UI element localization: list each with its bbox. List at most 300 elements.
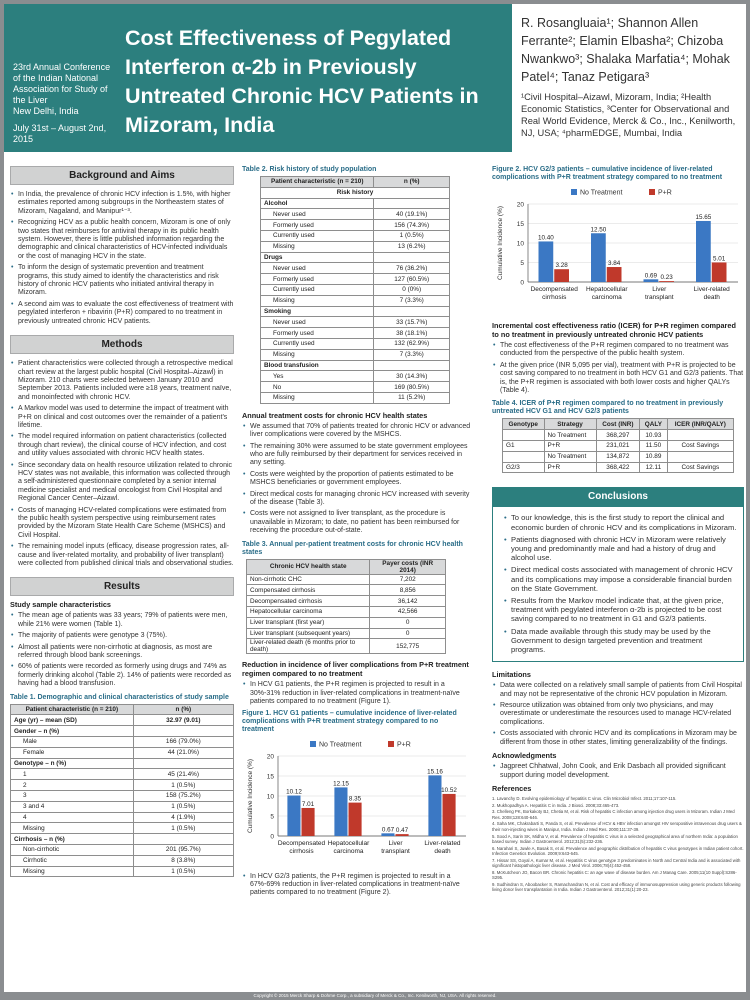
table-cell: 7 (3.3%)	[374, 349, 450, 360]
bar	[428, 775, 441, 836]
table-row	[261, 209, 450, 220]
figure2-chart	[492, 184, 744, 312]
table-section-label: Risk history	[261, 187, 450, 198]
table-cell: 44 (21.0%)	[133, 747, 233, 758]
x-tick-label: Hepatocellular	[585, 286, 628, 293]
table-cell: Compensated cirrhosis	[247, 585, 370, 596]
table-cell: 1 (0.5%)	[133, 801, 233, 812]
bar	[349, 802, 362, 835]
data-label: 8.35	[348, 795, 362, 803]
column-2	[242, 166, 472, 901]
table-cell: 1 (0.5%)	[133, 866, 233, 877]
table-cell: 132 (62.9%)	[374, 338, 450, 349]
table-cell	[374, 306, 450, 317]
table-cell: Never used	[261, 317, 374, 328]
table-cell: No	[261, 382, 374, 393]
table-cell: 33 (15.7%)	[374, 317, 450, 328]
x-tick-label: Liver	[388, 839, 403, 847]
table-cell: No Treatment	[544, 430, 596, 441]
table-cell: 0 (0%)	[374, 284, 450, 295]
background-list	[10, 191, 234, 326]
reduction-list	[242, 681, 472, 706]
results-list	[10, 612, 234, 688]
data-label: 15.65	[695, 213, 712, 221]
table-row	[261, 328, 450, 339]
poster	[4, 4, 746, 992]
table-row	[261, 241, 450, 252]
column-1	[10, 166, 234, 877]
bar	[287, 795, 300, 835]
table3	[246, 559, 446, 655]
table-cell: 3	[11, 791, 134, 802]
conclusion-item: • Data made available through this study may be used by the Government to design targeted prevention and treatment programs.	[503, 627, 737, 655]
table-row	[11, 758, 234, 769]
table-cell	[374, 252, 450, 263]
methods-item: • Costs of managing HCV-related complications were estimated from the public health system perspective using reimbursement rates provided by the Mizoram State Health Care Scheme (MSHCS) and Civil Hospital.	[10, 507, 234, 541]
table-row	[261, 306, 450, 317]
table-header: QALY	[640, 419, 668, 430]
table-cell: Currently used	[261, 284, 374, 295]
data-label: 5.01	[712, 255, 726, 263]
table-cell: Never used	[261, 263, 374, 274]
x-tick-label: Liver	[652, 286, 667, 293]
table-row	[261, 274, 450, 285]
table-cell: Alcohol	[261, 198, 374, 209]
legend-label: P+R	[658, 189, 672, 197]
table-cell: 0	[370, 628, 446, 639]
data-label: 0.67	[381, 825, 395, 833]
figure2-caption: Figure 2. HCV G2/3 patients – cumulative incidence of liver-related complications with P+R treatment strategy compared to no treatment	[492, 166, 723, 181]
table4	[502, 418, 734, 473]
data-label: 3.28	[555, 262, 568, 270]
bar	[334, 787, 347, 836]
y-tick-label: 10	[516, 240, 524, 248]
bar	[381, 833, 394, 836]
conference-line: of the Indian National	[13, 73, 99, 83]
x-tick-label: transplant	[381, 847, 410, 855]
table-cell: 169 (80.5%)	[374, 382, 450, 393]
limitation-item: • Data were collected on a relatively small sample of patients from Civil Hospital and may not be representative of the chronic HCV population in Mizoram.	[492, 682, 744, 699]
bar	[659, 281, 674, 282]
poster-title: Cost Effectiveness of Pegylated Interferon α-2b in Previously Untreated Chronic HCV Patients in Mizoram, India	[125, 26, 479, 137]
table-cell: Female	[11, 747, 134, 758]
authors-block	[512, 4, 746, 152]
table-header: n (%)	[374, 177, 450, 188]
table-cell: P+R	[544, 462, 596, 473]
table-cell: Smoking	[261, 306, 374, 317]
table-cell: 76 (36.2%)	[374, 263, 450, 274]
table-header: Patient characteristic (n = 210)	[261, 177, 374, 188]
y-tick-label: 0	[270, 833, 274, 841]
bar	[712, 262, 727, 282]
table3-caption: Table 3. Annual per-patient treatment costs for chronic HCV health states	[242, 540, 463, 556]
table-cell: 368,422	[596, 462, 640, 473]
table-cell: 4 (1.9%)	[133, 812, 233, 823]
table-cell: 1 (0.5%)	[374, 230, 450, 241]
data-label: 0.23	[660, 274, 673, 282]
table-cell: Missing	[261, 392, 374, 403]
table-row	[11, 845, 234, 856]
table-cell: P+R	[544, 441, 596, 452]
table-cell: Age (yr) – mean (SD)	[11, 715, 134, 726]
icer-item: • At the given price (INR 5,095 per vial), treatment with P+R is projected to be cost saving compared to no treatment in both HCV G1 and G2/3 patients. That is, the P+R regimen is associated with both lower costs and higher QALYs (Table 4).	[492, 362, 744, 396]
y-tick-label: 15	[516, 221, 524, 228]
table-cell: 1 (0.5%)	[133, 823, 233, 834]
table-cell: 127 (60.5%)	[374, 274, 450, 285]
table-cell	[374, 360, 450, 371]
table-cell: Cirrhotic	[11, 855, 134, 866]
bar	[591, 233, 606, 282]
table-cell: 3 and 4	[11, 801, 134, 812]
x-tick-label: Liver-related	[424, 839, 461, 847]
methods-item: • A Markov model was used to determine the impact of treatment with P+R on clinical and cost outcomes over the remainder of a patient's lifetime.	[10, 405, 234, 430]
table-row	[261, 392, 450, 403]
table-cell: Liver-related death (6 months prior to death)	[247, 639, 370, 654]
annual-costs-item: • The remaining 30% were assumed to be state government employees who are fully reimbursed by their department for services received in any setting.	[242, 443, 472, 468]
table-row	[11, 866, 234, 877]
table1-caption: Table 1. Demographic and clinical characteristics of study sample	[10, 693, 229, 701]
x-tick-label: Decompensated	[530, 286, 578, 293]
conclusion-item: • To our knowledge, this is the first study to report the clinical and economic burden of chronic HCV and its complications in Mizoram.	[503, 513, 737, 531]
reference-item: 5. Sood A, Sarin SK, Midha V, et al. Prevalence of hepatitis C virus in a selected geographical area of northern India: a population based survey. Indian J Gastroenterol. 2012;31(5):232-236.	[492, 833, 738, 844]
background-item: • In India, the prevalence of chronic HCV infection is 1.5%, with higher estimates reported among subgroups in the Northeastern states of Mizoram, Nagaland, and Manipur¹⁻³.	[10, 191, 234, 216]
results-item: • The majority of patients were genotype 3 (75%).	[10, 632, 234, 640]
table-row	[247, 574, 446, 585]
table-cell: 1 (0.5%)	[133, 780, 233, 791]
bar	[644, 279, 659, 282]
conclusions-heading: Conclusions	[492, 487, 744, 506]
table-cell	[374, 198, 450, 209]
table4-caption: Table 4. ICER of P+R regimen compared to no treatment in previously untreated HCV G1 and HCV G2/3 patients	[492, 400, 724, 416]
table-row	[261, 338, 450, 349]
conclusions-box	[492, 506, 744, 662]
table-row	[261, 220, 450, 231]
table-cell: 2	[11, 780, 134, 791]
legend-label: P+R	[397, 741, 411, 749]
table-cell: Formerly used	[261, 274, 374, 285]
table-cell: 13 (6.2%)	[374, 241, 450, 252]
table-cell: 38 (18.1%)	[374, 328, 450, 339]
table-cell: Missing	[11, 823, 134, 834]
table-cell: Cost Savings	[667, 441, 733, 452]
y-tick-label: 0	[520, 279, 524, 287]
table-cell: Non-cirrhotic	[11, 845, 134, 856]
conclusion-item: • Direct medical costs associated with management of chronic HCV and its complications may impose a considerable financial burden on the State Government.	[503, 565, 737, 593]
table-cell: Cirrhosis – n (%)	[11, 834, 134, 845]
results-item: • 60% of patients were recorded as formerly using drugs and 74% as formerly drinking alcohol (Table 2). 14% of patients were recorded as having had a blood transfusion.	[10, 663, 234, 688]
table-header: Cost (INR)	[596, 419, 640, 430]
table-cell: Never used	[261, 209, 374, 220]
table-row	[503, 441, 734, 452]
table-row	[11, 747, 234, 758]
table-cell	[503, 451, 545, 462]
table-header: Genotype	[503, 419, 545, 430]
reference-item: 6. Narahari S, Juwle A, Basak S, et al. Prevalence and geographic distribution of hepatitis C virus genotypes in Indian patient cohort. Infection Genetics Evolution. 2009;9:643-645.	[492, 845, 744, 857]
table-cell: 42,566	[370, 607, 446, 618]
table-row	[11, 737, 234, 748]
results-heading: Results	[10, 577, 234, 596]
methods-heading: Methods	[10, 335, 234, 354]
table-cell: Decompensated cirrhosis	[247, 596, 370, 607]
background-heading: Background and Aims	[10, 166, 234, 185]
table-row	[247, 585, 446, 596]
table-cell: 0	[370, 617, 446, 628]
conference-line: the Liver	[13, 95, 48, 105]
table-row	[247, 607, 446, 618]
table-cell: Liver transplant (subsequent years)	[247, 628, 370, 639]
table-row	[247, 596, 446, 607]
table-cell	[667, 430, 733, 441]
table-row	[11, 801, 234, 812]
annual-costs-item: • Direct medical costs for managing chronic HCV increased with severity of the disease (Table 3).	[242, 491, 472, 508]
table-header: n (%)	[133, 704, 233, 715]
reference-item: 7. Hissar SS, Goyal A, Kumar M, et al. Hepatitis C virus genotype 3 predominates in North and Central India and is associated with significant histopathologic liver disease. J Med Virol. 2006;78(4):452-458.	[492, 857, 741, 869]
table2	[260, 176, 450, 404]
table-row	[261, 317, 450, 328]
annual-costs-item: • We assumed that 70% of patients treated for chronic HCV or advanced liver complications were covered by the MSHCS.	[242, 423, 472, 440]
x-tick-label: cirrhosis	[289, 847, 314, 855]
background-item: • Recognizing HCV as a public health concern, Mizoram is one of only two states that reimburses for antiviral therapy in its public health system. However, there is little published information regarding the demographic and clinical characteristics of HCV-infected individuals or the cost of managing HCV in the state.	[10, 219, 234, 261]
table-row	[261, 198, 450, 209]
table-cell: 1	[11, 769, 134, 780]
table-row	[261, 295, 450, 306]
table-row	[247, 617, 446, 628]
g23-list	[242, 873, 472, 898]
annual-costs-list	[242, 423, 472, 536]
table-cell: 7 (3.3%)	[374, 295, 450, 306]
g23-item: • In HCV G2/3 patients, the P+R regimen is projected to result in a 67%-69% reduction in liver-related complications in treatment-naïve patients compared to no treatment (Figure 2).	[242, 873, 472, 898]
table-row	[11, 726, 234, 737]
table-cell	[667, 451, 733, 462]
table-row	[261, 252, 450, 263]
table-cell: G1	[503, 441, 545, 452]
limitations-heading: Limitations	[492, 670, 531, 680]
table-cell: Gender – n (%)	[11, 726, 134, 737]
conclusion-item: • Patients diagnosed with chronic HCV in Mizoram were relatively young and predominantly male and had a history of drug and alcohol use.	[503, 535, 737, 563]
icer-item: • The cost effectiveness of the P+R regimen compared to no treatment was conducted from the perspective of the public health system.	[492, 342, 744, 359]
methods-list	[10, 360, 234, 568]
conference-line: Association for Study of	[13, 84, 108, 94]
table-header: Chronic HCV health state	[247, 559, 370, 574]
bar	[396, 834, 409, 836]
table-cell: Hepatocellular carcinoma	[247, 607, 370, 618]
acknowledgments-heading: Acknowledgments	[492, 751, 557, 761]
data-label: 10.40	[537, 234, 554, 242]
bar	[554, 269, 569, 282]
data-label: 7.01	[301, 800, 315, 808]
results-item: • The mean age of patients was 33 years; 79% of patients were men, while 21% were women (Table 1).	[10, 612, 234, 629]
x-tick-label: Liver-related	[693, 286, 730, 293]
data-label: 12.50	[590, 226, 607, 234]
bar	[696, 221, 711, 282]
table-cell: 166 (79.0%)	[133, 737, 233, 748]
x-tick-label: death	[703, 294, 720, 301]
table-row	[261, 360, 450, 371]
table-row	[503, 451, 734, 462]
legend-label: No Treatment	[580, 189, 623, 197]
table-header: ICER (INR/QALY)	[667, 419, 733, 430]
y-tick-label: 20	[266, 753, 274, 761]
conference-info	[13, 62, 123, 145]
references-list	[492, 796, 744, 893]
table-row	[11, 812, 234, 823]
table-cell: 231,021	[596, 441, 640, 452]
data-label: 15.16	[427, 767, 443, 775]
table-cell: Cost Savings	[667, 462, 733, 473]
table-row	[503, 430, 734, 441]
data-label: 3.84	[607, 260, 621, 268]
table-cell: Missing	[11, 866, 134, 877]
table1	[10, 704, 234, 878]
reference-item: 1. Lavanchy D. Evolving epidemiology of hepatitis C virus. Clin Microbiol Infect. 2011;17:107-115.	[492, 795, 677, 801]
author-names: R. Rosangluaia¹; Shannon Allen Ferrante²; Elamin Elbasha²; Chizoba Nwankwo³; Shalaka Marfatia⁴; Mohak Patel⁴; Tanaz Petigara³	[521, 16, 730, 84]
reduction-heading: Reduction in incidence of liver complications from P+R treatment regimen compared to no treatment	[242, 660, 469, 679]
methods-item: • The remaining model inputs (efficacy, disease progression rates, all-cause and liver-related mortality, and probability of liver transplant) were collected from published clinical trials and observational studies.	[10, 543, 234, 568]
table-cell: Liver transplant (first year)	[247, 617, 370, 628]
table-header: Patient characteristic (n = 210)	[11, 704, 134, 715]
table-cell: Blood transfusion	[261, 360, 374, 371]
table-cell: 30 (14.3%)	[374, 371, 450, 382]
legend-swatch	[571, 189, 577, 195]
acknowledgments-list	[492, 763, 744, 780]
table-cell: 11 (5.2%)	[374, 392, 450, 403]
data-label: 10.12	[286, 788, 302, 796]
results-subheading: Study sample characteristics	[10, 600, 111, 610]
conference-line: New Delhi, India	[13, 106, 79, 116]
table-row	[261, 284, 450, 295]
table-cell: Formerly used	[261, 220, 374, 231]
table-cell: 8,856	[370, 585, 446, 596]
bar	[302, 808, 315, 836]
table-cell: 10.89	[640, 451, 668, 462]
table-cell: 12.11	[640, 462, 668, 473]
results-item: • Almost all patients were non-cirrhotic at diagnosis, as most are referred through blood bank screenings.	[10, 644, 234, 661]
figure1-chart	[242, 736, 472, 866]
table-header: Strategy	[544, 419, 596, 430]
column-3	[492, 166, 744, 894]
limitations-list	[492, 682, 744, 747]
table-cell: Missing	[261, 241, 374, 252]
legend-swatch	[388, 741, 394, 747]
x-tick-label: cirrhosis	[542, 294, 567, 301]
reference-item: 9. Sudhindran S, Aboobacker S, Ramachandran N, et al. Cost and efficacy of immunosuppression using generic products following living donor liver transplantation in India. Indian J Gastroenterol. 2012;31(1):20-23.	[492, 881, 741, 893]
affiliations: ¹Civil Hospital–Aizawl, Mizoram, India; ²Health Economic Statistics, ³Center for Observational and Real World Evidence, Merck & Co., Inc., Kenilworth, NJ, USA; ⁴pharmEDGE, Mumbai, India	[521, 92, 736, 138]
table-cell: 40 (19.1%)	[374, 209, 450, 220]
reference-item: 2. Mukhopadhya A. Hepatitis C in India. J Biosci. 2008;33:465-473.	[492, 802, 620, 808]
icer-list	[492, 342, 744, 395]
table-cell: 11.50	[640, 441, 668, 452]
table-cell: Male	[11, 737, 134, 748]
table-row	[11, 834, 234, 845]
table-cell: Drugs	[261, 252, 374, 263]
legend-label: No Treatment	[319, 741, 362, 749]
legend-swatch	[310, 741, 316, 747]
acknowledgment-item: • Jagpreet Chhatwal, John Cook, and Erik Dasbach all provided significant support during model development.	[492, 763, 744, 780]
x-tick-label: death	[434, 847, 451, 855]
table-cell: Missing	[261, 295, 374, 306]
table-cell: Currently used	[261, 338, 374, 349]
table-row	[261, 263, 450, 274]
table-row	[11, 855, 234, 866]
table-header: Payer costs (INR 2014)	[370, 559, 446, 574]
y-tick-label: 10	[266, 793, 274, 801]
table-cell: 8 (3.8%)	[133, 855, 233, 866]
annual-costs-item: • Costs were not assigned to liver transplant, as the procedure is unavailable in Mizoram; to date, no patient has been reimbursed for receiving the procedure out-of-state.	[242, 510, 472, 535]
bar	[539, 241, 554, 282]
table-cell: 134,872	[596, 451, 640, 462]
methods-item: • Patient characteristics were collected through a retrospective medical chart review at the largest public hospital (Civil Hospital–Aizawl) in Mizoram. 210 charts were selected between January 2010 and September 2013. Patients included were ≥18 years, treatment naïve, and monoinfected with chronic HCV.	[10, 360, 234, 402]
data-label: 12.15	[333, 780, 349, 788]
table2-caption: Table 2. Risk history of study population	[242, 166, 377, 173]
y-axis-label: Cumulative Incidence (%)	[497, 205, 504, 281]
annual-costs-item: • Costs were weighted by the proportion of patients estimated to be MSHCS beneficiaries or government employees.	[242, 471, 472, 488]
conference-dates: July 31st – August 2nd, 2015	[13, 123, 107, 144]
table-cell: G2/3	[503, 462, 545, 473]
conclusions-list	[503, 513, 737, 654]
table-cell: 10.93	[640, 430, 668, 441]
y-tick-label: 5	[270, 813, 274, 821]
icer-heading: Incremental cost effectiveness ratio (ICER) for P+R regimen compared to no treatment in previously untreated chronic HCV patients	[492, 321, 736, 339]
table-row	[503, 462, 734, 473]
table-cell: 158 (75.2%)	[133, 791, 233, 802]
table-cell: 32.97 (9.01)	[133, 715, 233, 726]
background-item: • A second aim was to evaluate the cost effectiveness of treatment with pegylated interferon + ribavirin (P+R) compared to no treatment in previously untreated chronic HCV patients.	[10, 301, 234, 326]
table-cell: 368,297	[596, 430, 640, 441]
poster-header	[4, 4, 746, 152]
table-cell	[133, 758, 233, 769]
limitation-item: • Costs associated with chronic HCV and its complications in Mizoram may be different from those in other states, limiting generalizability of the findings.	[492, 730, 744, 747]
data-label: 10.52	[441, 786, 457, 794]
references-heading: References	[492, 783, 532, 793]
table-cell: 7,202	[370, 574, 446, 585]
reference-item: 8. McKutcheon JO, Bacon BR. Chronic hepatitis C: an age wave of disease burden. Am J Manag Care. 2005;11(10 Suppl):S286-S295.	[492, 869, 737, 881]
methods-item: • The model required information on patient characteristics (collected through chart review), the clinical course of HCV infection, and cost and utility values associated with chronic HCV health states.	[10, 433, 234, 458]
table-row	[247, 628, 446, 639]
copyright-footer: Copyright © 2015 Merck Sharp & Dohme Corp., a subsidiary of Merck & Co., Inc. Kenilworth, NJ, USA. All rights reserved.	[4, 992, 746, 1000]
table-cell: Formerly used	[261, 328, 374, 339]
table-cell: 156 (74.3%)	[374, 220, 450, 231]
table-row	[11, 715, 234, 726]
table-cell	[133, 834, 233, 845]
data-label: 0.69	[644, 272, 658, 280]
methods-item: • Since secondary data on health resource utilization related to chronic HCV states was not available, this information was collected through a self-administered questionnaire completed by a senior internal medicine specialist and medical oncologist from Civil Hospital and Regional Cancer Center–Aizawl.	[10, 462, 234, 504]
data-label: 0.47	[395, 826, 409, 834]
table-row	[261, 349, 450, 360]
conference-line: 23rd Annual Conference	[13, 62, 111, 72]
table-row	[11, 823, 234, 834]
y-axis-label: Cumulative Incidence (%)	[247, 758, 254, 833]
table-cell	[503, 430, 545, 441]
legend-swatch	[649, 189, 655, 195]
y-tick-label: 15	[266, 773, 274, 781]
x-tick-label: transplant	[644, 294, 674, 301]
table-row	[261, 382, 450, 393]
table-row	[11, 780, 234, 791]
table-row	[11, 791, 234, 802]
x-tick-label: carcinoma	[591, 294, 622, 301]
x-tick-label: Decompensated	[277, 839, 326, 847]
table-cell: 36,142	[370, 596, 446, 607]
table-cell	[133, 726, 233, 737]
reference-item: 3. Chelleng PK, Borkakoty BJ, Chetia M, et al. Risk of hepatitis C infection among injection drug users in Mizoram. Indian J Med Res. 2008;128:640-646.	[492, 809, 735, 820]
bar	[443, 794, 456, 836]
conclusion-item: • Results from the Markov model indicate that, at the given price, treatment with pegylated interferon α-2b is projected to be cost saving compared to no treatment in G1 and G2/3 patients.	[503, 596, 737, 624]
table-cell: Currently used	[261, 230, 374, 241]
table-cell: Missing	[261, 349, 374, 360]
background-item: • To inform the design of systematic prevention and treatment programs, this study aimed to identify the characteristics and risk history of chronic HCV patients who initiated antiviral therapy in Mizoram.	[10, 264, 234, 298]
y-tick-label: 5	[520, 260, 524, 267]
table-cell: Genotype – n (%)	[11, 758, 134, 769]
